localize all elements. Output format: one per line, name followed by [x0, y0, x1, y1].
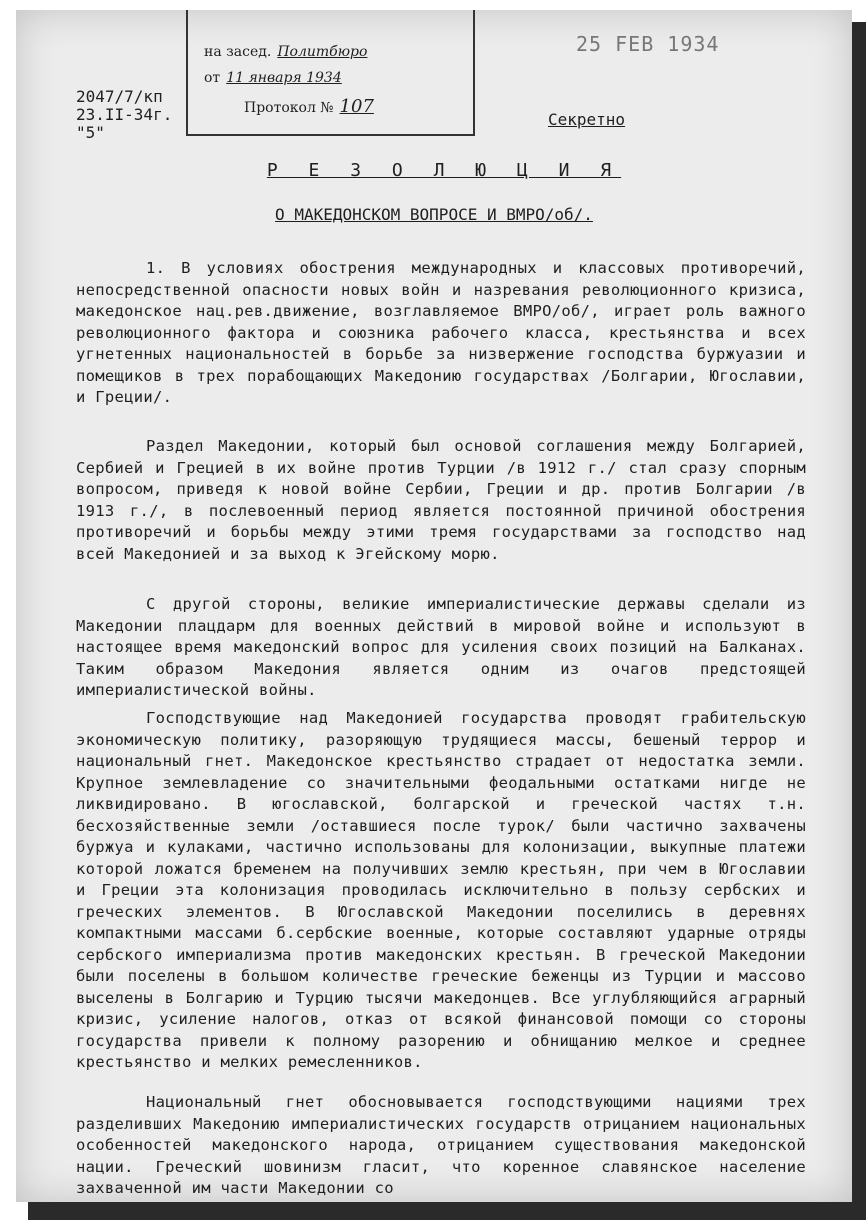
registration-number: 2047/7/кп 23.II-34г. "5": [76, 87, 173, 142]
paragraph-3: С другой стороны, великие империалистические державы сделали из Македонии плацдарм для военных действий в мировой войне и используют в настоящее время македонский вопрос для усиления своих позиций на Балканах. Таким образом Македония является одним из очагов предстоящей империалистической войны.: [76, 595, 806, 699]
stamp-protocol-line: Протокол № 107: [244, 96, 374, 117]
paragraph-2: Раздел Македонии, который был основой соглашения между Болгарией, Сербией и Грецией в их войне против Турции /в 1912 г./ стал сразу спорным вопросом, приведя к новой войне Сербии, Греции и др. против Болгарии /в 1913 г./, в послевоенный период является постоянной причиной обострения противоречий и борьбы между этими тремя государствами за господство над всей Македонией и за выход к Эгейскому морю.: [76, 437, 806, 563]
document-title: Р Е З О Л Ю Ц И Я: [266, 160, 622, 181]
stamp-meeting-body: Политбюро: [277, 44, 368, 60]
classification-label: Секретно: [548, 110, 626, 129]
paragraph-5: Национальный гнет обосновывается господствующими нациями трех разделивших Македонию империалистических государств отрицанием национальных особенностей македонского народа, отрицанием существования македонской нации. Греческий шовинизм гласит, что коренное славянское население захваченной им части Македонии со: [76, 1093, 806, 1197]
stamp-date: 11 января 1934: [226, 70, 342, 86]
stamp-date-line: от 11 января 1934: [204, 70, 342, 86]
document-subtitle: О МАКЕДОНСКОМ ВОПРОСЕ И ВМРО/об/.: [275, 205, 593, 224]
document-page: [16, 10, 852, 1202]
received-date-stamp: 25 FEB 1934: [576, 32, 720, 56]
meeting-stamp: [186, 10, 475, 136]
paragraph-4: Господствующие над Македонией государства проводят грабительскую экономическую политику, разоряющую трудящиеся массы, бешеный террор и национальный гнет. Македонское крестьянство страдает от недостатка земли. Крупное землевладение со значительными феодальными остатками нигде не ликвидировано. В югославской, болгарской и греческой частях т.н. бесхозяйственные земли /оставшиеся после турок/ были частично захвачены буржуа и кулаками, частично использованы для колонизации, выкупные платежи которой ложатся бременем на получивших землю крестьян, при чем в Югославии и Греции эта колонизация проводилась исключительно в пользу сербских и греческих элементов. В Югославской Македонии поселились в деревнях компактными массами б.сербские военные, которые составляют ударные отряды сербского империализма против македонских крестьян. В греческой Македонии были поселены в большом количестве греческие беженцы из Турции и массово выселены в Болгарию и Турцию тысячи македонцев. Все углубляющийся аграрный кризис, усиление налогов, отказ от всякой финансовой помощи со стороны государства привели к полному разорению и обнищанию мелкое и среднее крестьянство и мелких ремесленников.: [76, 709, 806, 1071]
paragraph-1: 1. В условиях обострения международных и классовых противоречий, непосредственной опасности новых войн и назревания революционного кризиса, македонское нац.рев.движение, возглавляемое ВМРО/об/, играет роль важного революционного фактора и союзника рабочего класса, крестьянства и всех угнетенных национальностей в борьбе за низвержение господства буржуазии и помещиков в трех порабощающих Македонию государствах /Болгарии, Югославии, и Греции/.: [76, 259, 806, 406]
stamp-protocol-number: 107: [339, 96, 374, 117]
stamp-meeting-line: на засед. Политбюро: [204, 44, 368, 60]
